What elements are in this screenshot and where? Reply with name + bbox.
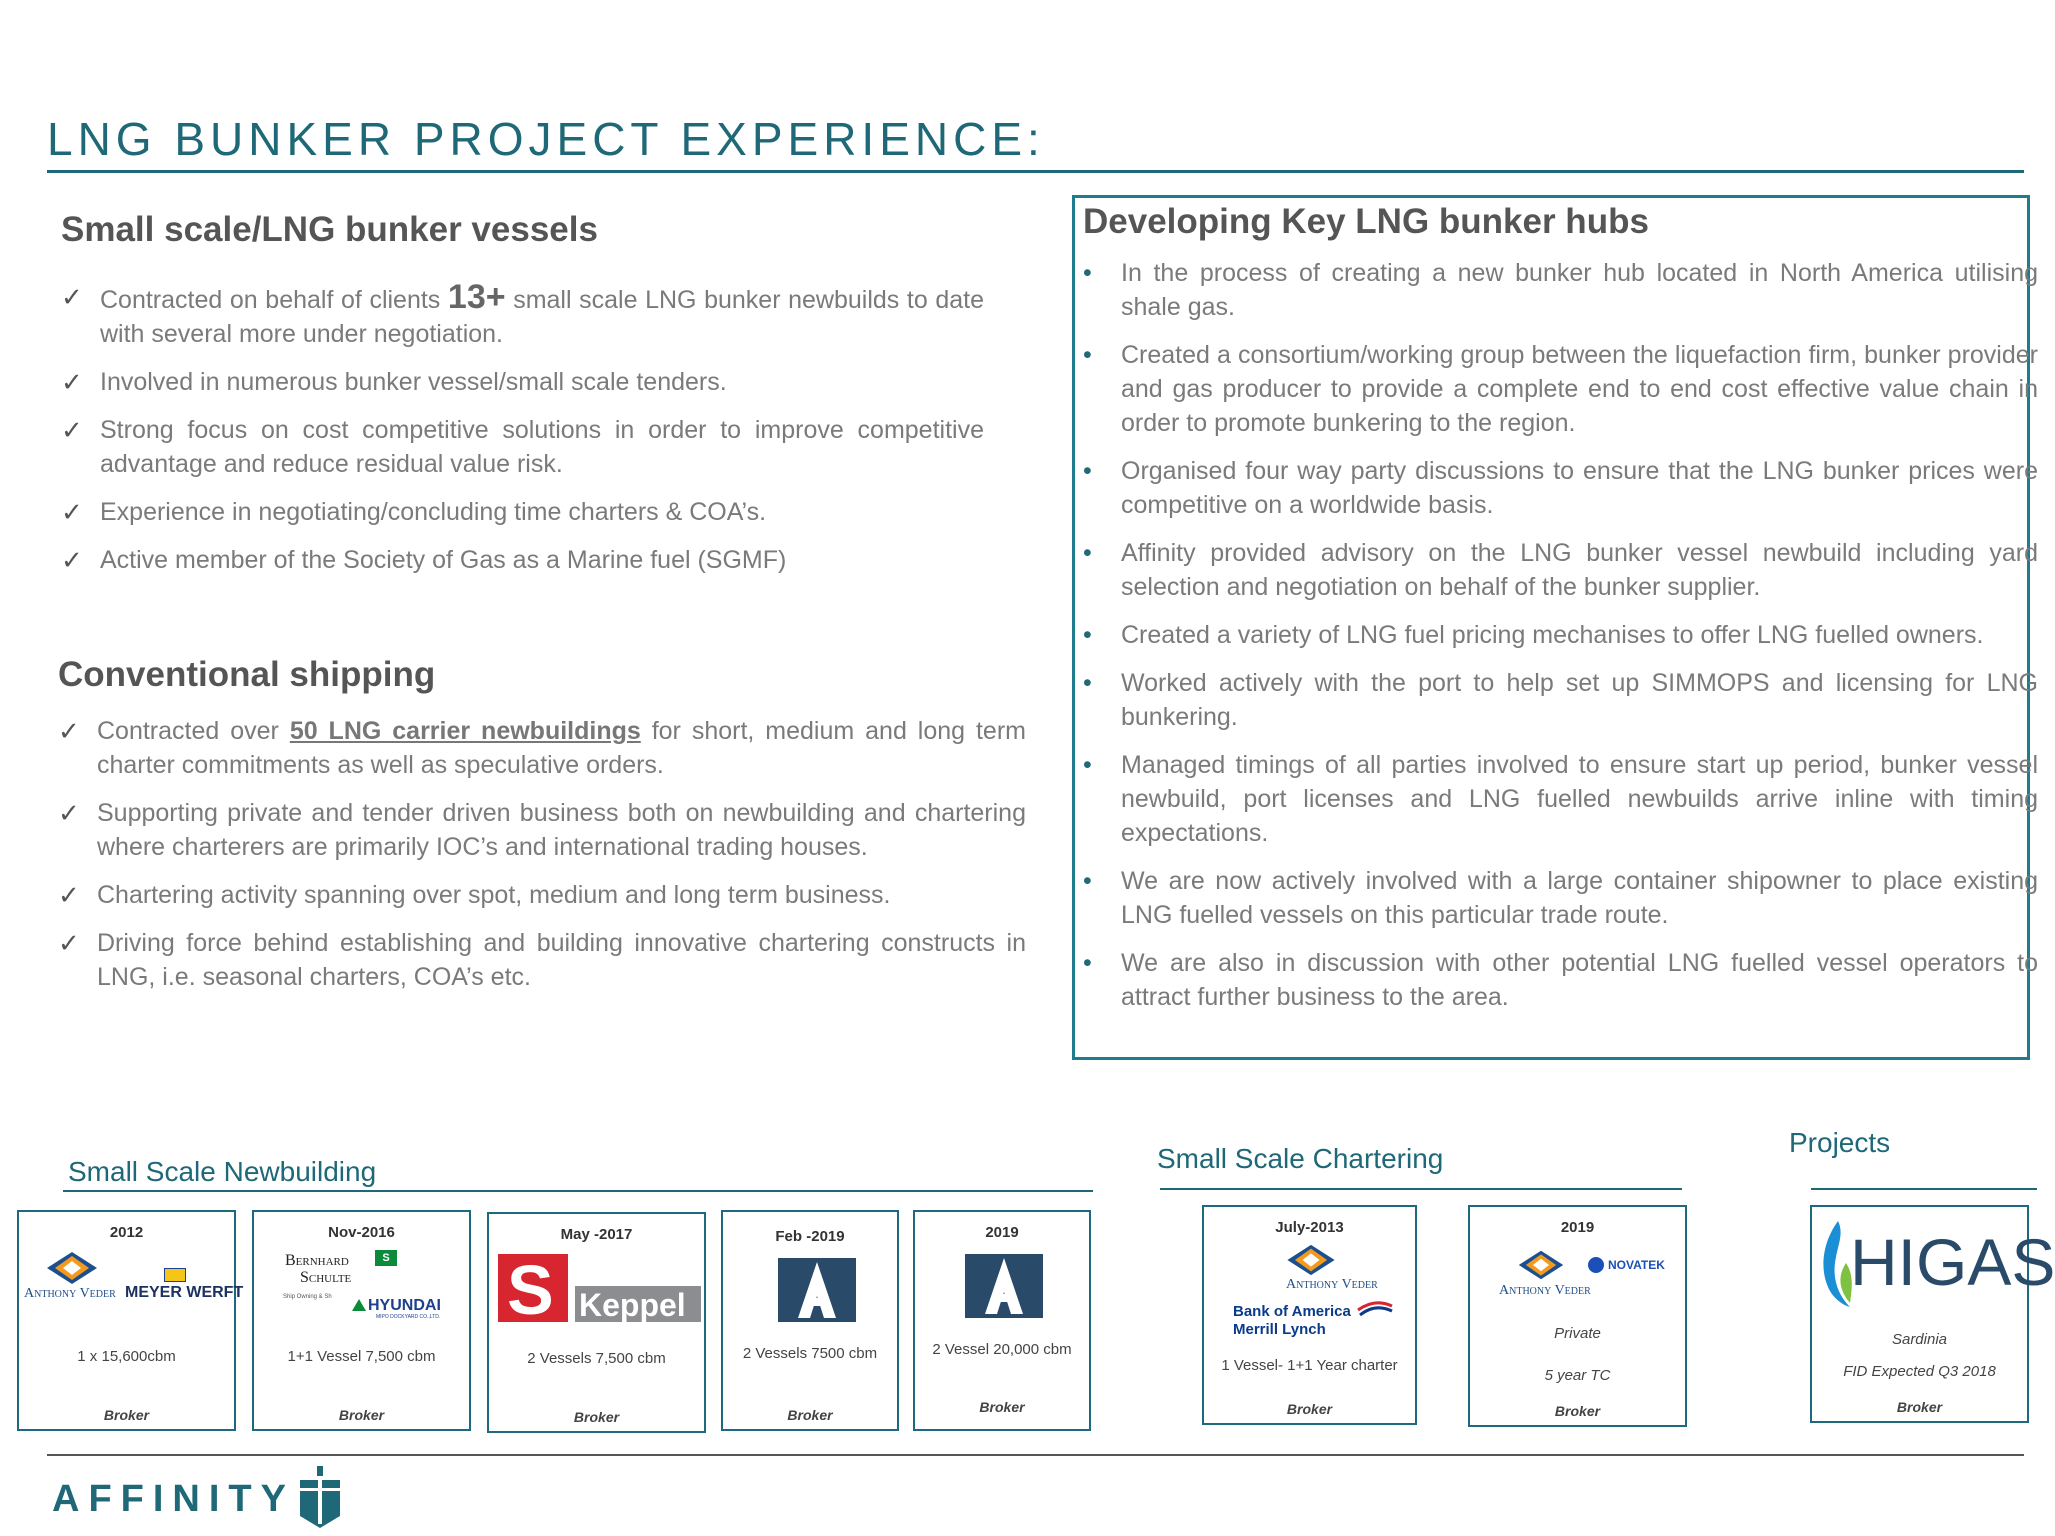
- carrier-newbuildings-link: 50 LNG carrier newbuildings: [289, 717, 641, 745]
- small-scale-list: [61, 280, 984, 591]
- deal-card-july-2013: [1202, 1205, 1417, 1425]
- meyer-flag-icon: [164, 1268, 186, 1282]
- list-item: • Created a variety of LNG fuel pricing mechanises to offer LNG fuelled owners.: [1083, 618, 2038, 652]
- checkmark-icon: ✓: [61, 545, 83, 575]
- novatek-wordmark: NOVATEK: [1608, 1258, 1665, 1272]
- small-scale-heading: Small scale/LNG bunker vessels: [61, 210, 598, 249]
- card-role: Broker: [573, 1409, 620, 1425]
- schulte-flag-icon: S: [375, 1250, 397, 1266]
- card-description: 2 Vessel 20,000 cbm: [932, 1341, 1072, 1358]
- checkmark-icon: ✓: [58, 716, 80, 746]
- card-description: 1 Vessel- 1+1 Year charter: [1221, 1357, 1398, 1374]
- footer-divider: [47, 1454, 2024, 1456]
- schulte-wordmark: Schulte: [300, 1269, 352, 1286]
- list-item: • Organised four way party discussions to ensure that the LNG bunker prices were competitive on a worldwide basis.: [1083, 454, 2038, 522]
- bullet-icon: •: [1083, 341, 1092, 369]
- deal-card-nov-2016: [252, 1210, 471, 1431]
- projects-group-label: Projects: [1789, 1127, 1891, 1158]
- anthony-veder-wordmark: Anthony Veder: [1499, 1283, 1591, 1298]
- checkmark-icon: ✓: [61, 415, 83, 445]
- card-date: July-2013: [1275, 1219, 1344, 1236]
- keppel-s-icon: [505, 1251, 561, 1329]
- conventional-heading: Conventional shipping: [58, 655, 436, 694]
- list-item: ✓ Involved in numerous bunker vessel/small scale tenders.: [61, 367, 727, 397]
- card-description: 1 x 15,600cbm: [77, 1348, 176, 1365]
- card-date: 2012: [109, 1224, 144, 1241]
- hyundai-wordmark: HYUNDAI: [368, 1297, 441, 1314]
- list-item: • We are also in discussion with other potential LNG fuelled vessel operators to attract further business to the area.: [1083, 946, 2038, 1014]
- list-item: ✓ Chartering activity spanning over spot, medium and long term business.: [58, 880, 891, 910]
- list-item: • Worked actively with the port to help set up SIMMOPS and licensing for LNG bunkering.: [1083, 666, 2038, 734]
- affinity-wordmark: AFFINITY: [52, 1478, 295, 1520]
- list-item: ✓ Experience in negotiating/concluding time charters & COA’s.: [61, 497, 767, 527]
- list-item: ✓ Driving force behind establishing and building innovative chartering constructs in LNG, i.e. seasonal charters, COA’s etc.: [58, 928, 1026, 991]
- hubs-list: [1083, 256, 2038, 1028]
- card-description: 2 Vessels 7,500 cbm: [527, 1350, 666, 1367]
- project-location: Sardinia: [1891, 1331, 1948, 1348]
- higas-flame-icon: [1818, 1219, 1852, 1309]
- novatek-icon: [1588, 1257, 1604, 1273]
- chartering-group-label: Small Scale Chartering: [1157, 1143, 1444, 1174]
- list-item: • We are now actively involved with a large container shipowner to place existing LNG fuelled vessels on this particular trade route.: [1083, 864, 2038, 932]
- newbuilding-group-label: Small Scale Newbuilding: [68, 1156, 377, 1187]
- project-card-higas: [1810, 1205, 2055, 1423]
- checkmark-icon: ✓: [58, 880, 80, 910]
- card-role: Broker: [1896, 1399, 1943, 1415]
- bullet-icon: •: [1083, 751, 1092, 779]
- deal-card-2012: [17, 1210, 244, 1431]
- card-role: Broker: [979, 1399, 1025, 1415]
- anthony-veder-logo-icon: [1516, 1249, 1566, 1281]
- higas-wordmark: HIGAS: [1850, 1225, 2055, 1299]
- card-date: 2019: [1560, 1219, 1595, 1236]
- list-item: ✓ Contracted on behalf of clients 13+ small scale LNG bunker newbuilds to date with several more under negotiation.: [61, 278, 984, 348]
- card-date: May -2017: [560, 1226, 633, 1243]
- checkmark-icon: ✓: [61, 497, 83, 527]
- bullet-icon: •: [1083, 867, 1092, 895]
- anthony-veder-wordmark: Anthony Veder: [1286, 1277, 1378, 1292]
- bernhard-wordmark: Bernhard: [285, 1252, 349, 1269]
- checkmark-icon: ✓: [61, 282, 83, 312]
- bullet-icon: •: [1083, 949, 1092, 977]
- keppel-wordmark: Keppel: [579, 1287, 686, 1323]
- anthony-veder-wordmark: Anthony Veder: [24, 1286, 116, 1301]
- bullet-icon: •: [1083, 539, 1092, 567]
- hyundai-triangle-icon: [352, 1299, 366, 1311]
- deal-card-2019: [913, 1210, 1091, 1431]
- schulte-subtitle: Ship Owning & Sh: [283, 1294, 332, 1300]
- card-role: Broker: [1286, 1401, 1333, 1417]
- list-item: • In the process of creating a new bunker hub located in North America utilising shale gas.: [1083, 256, 2038, 324]
- card-description: 1+1 Vessel 7,500 cbm: [287, 1348, 436, 1365]
- list-item: ✓ Contracted over 50 LNG carrier newbuildings for short, medium and long term charter commitments as well as speculative orders.: [58, 716, 1026, 779]
- meyer-werft-wordmark: MEYER WERFT: [125, 1284, 244, 1301]
- conventional-list: [58, 714, 1026, 1008]
- list-item: • Created a consortium/working group between the liquefaction firm, bunker provider and gas producer to provide a complete end to end cost effective value chain in order to promote bunkering to the region.: [1083, 338, 2038, 440]
- a-logo-icon: [778, 1258, 856, 1322]
- list-item: ✓ Strong focus on cost competitive solutions in order to improve competitive advantage and reduce residual value risk.: [61, 415, 984, 478]
- checkmark-icon: ✓: [61, 367, 83, 397]
- hyundai-subtitle: MIPO DOCKYARD CO.,LTD.: [376, 1314, 441, 1320]
- title-divider: [47, 170, 2024, 173]
- card-date: 2019: [985, 1224, 1019, 1241]
- chartering-divider: [1160, 1188, 1682, 1190]
- newbuild-count: 13+: [447, 278, 506, 316]
- bullet-icon: •: [1083, 669, 1092, 697]
- bullet-icon: •: [1083, 621, 1092, 649]
- card-role: Broker: [1554, 1403, 1601, 1419]
- affinity-ship-logo-icon: [296, 1466, 344, 1530]
- list-item: • Affinity provided advisory on the LNG bunker vessel newbuild including yard selection and negotiation on behalf of the bunker supplier.: [1083, 536, 2038, 604]
- card-date: Feb -2019: [775, 1228, 845, 1245]
- card-description: 2 Vessels 7500 cbm: [742, 1345, 878, 1362]
- projects-divider: [1811, 1188, 2037, 1190]
- newbuilding-divider: [63, 1190, 1093, 1192]
- card-description: Private: [1554, 1325, 1601, 1342]
- card-role: Broker: [787, 1407, 833, 1423]
- card-role: Broker: [103, 1407, 150, 1423]
- list-item: ✓ Supporting private and tender driven business both on newbuilding and chartering where charterers are primarily IOC’s and international trading houses.: [58, 798, 1026, 861]
- anthony-veder-logo-icon: [1284, 1243, 1338, 1277]
- bank-of-america-wordmark: Bank of America: [1233, 1303, 1351, 1320]
- checkmark-icon: ✓: [58, 928, 80, 958]
- list-item: ✓ Active member of the Society of Gas as a Marine fuel (SGMF): [61, 545, 787, 575]
- card-term: 5 year TC: [1544, 1367, 1611, 1384]
- list-item: • Managed timings of all parties involved to ensure start up period, bunker vessel newbuild, port licenses and LNG fuelled newbuilds arrive inline with timing expectations.: [1083, 748, 2038, 850]
- card-date: Nov-2016: [328, 1224, 395, 1241]
- a-logo-icon: [965, 1254, 1043, 1318]
- project-status: FID Expected Q3 2018: [1843, 1363, 1996, 1380]
- bullet-icon: •: [1083, 259, 1092, 287]
- deal-card-2019-private: [1468, 1205, 1687, 1427]
- checkmark-icon: ✓: [58, 798, 80, 828]
- svg-text:S: S: [507, 1251, 554, 1329]
- bunker-hubs-panel: [1072, 195, 2038, 1060]
- merrill-lynch-wordmark: Merrill Lynch: [1233, 1321, 1326, 1338]
- bank-flag-icon: [1356, 1296, 1394, 1318]
- anthony-veder-logo-icon: [45, 1250, 99, 1286]
- deal-card-may-2017: [487, 1212, 706, 1433]
- bullet-icon: •: [1083, 457, 1092, 485]
- page-title: LNG BUNKER PROJECT EXPERIENCE:: [47, 113, 1045, 165]
- card-role: Broker: [338, 1407, 385, 1423]
- hubs-heading: Developing Key LNG bunker hubs: [1083, 202, 1649, 241]
- deal-card-feb-2019: [721, 1210, 899, 1431]
